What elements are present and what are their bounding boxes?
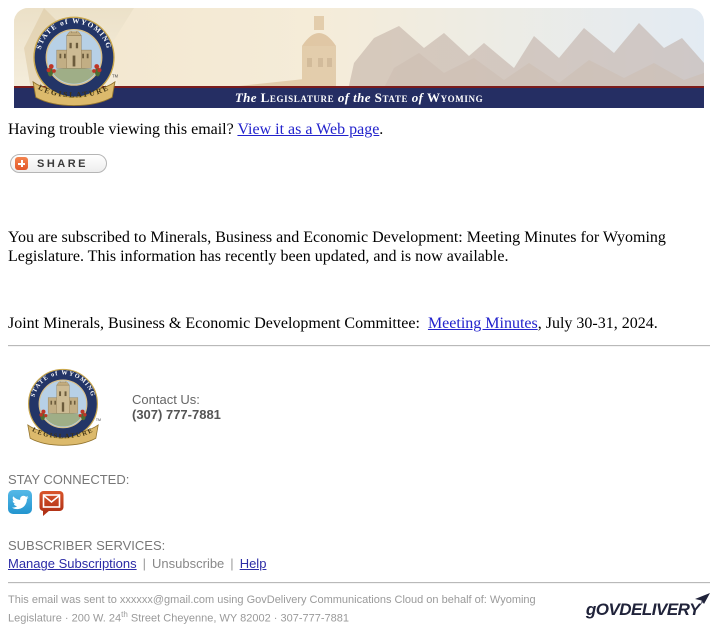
view-online-text: Having trouble viewing this email? [8, 121, 238, 138]
govdelivery-logo[interactable] [586, 600, 704, 620]
period: . [379, 121, 384, 138]
stay-connected-heading: STAY CONNECTED: [8, 472, 130, 488]
manage-subscriptions-link[interactable]: Manage Subscriptions [8, 556, 137, 572]
subscriber-links [8, 556, 710, 571]
contact-label: Contact Us: [132, 392, 200, 408]
committee-line [8, 315, 710, 333]
title-legislature: Legislature [260, 90, 335, 105]
title-state: State [374, 90, 409, 105]
title-the: The [234, 90, 261, 105]
header-banner [14, 8, 704, 108]
paper-plane-icon [695, 593, 710, 607]
govdelivery-rest: OVDELIVERY [595, 600, 700, 620]
govdelivery-g: g [585, 600, 596, 620]
footer-disclaimer [8, 592, 586, 627]
contact-info [132, 392, 221, 422]
view-as-web-page-link[interactable]: View it as a Web page [237, 121, 380, 138]
share-button-label: SHARE [37, 157, 89, 170]
addthis-plus-icon [15, 157, 28, 170]
wyoming-legislature-seal-logo-small [20, 363, 106, 451]
title-of-the: of the [334, 90, 375, 105]
contact-phone: (307) 777-7881 [132, 407, 221, 423]
help-link[interactable]: Help [239, 556, 267, 572]
committee-suffix: , July 30-31, 2024. [537, 315, 658, 333]
view-online-line [8, 121, 710, 139]
subscription-notice: You are subscribed to Minerals, Business and Economic Development: Meeting Minutes for Wyoming Legislature. This information has recently been updated, and is now available. [8, 229, 666, 266]
pipe-separator: | [142, 556, 147, 572]
title-wyoming: Wyoming [426, 90, 484, 105]
footer-ordinal: th [121, 609, 128, 619]
divider-bottom [8, 582, 710, 584]
meeting-minutes-link[interactable]: Meeting Minutes [427, 315, 538, 333]
social-icons [8, 490, 710, 517]
email-updates-icon[interactable] [38, 490, 65, 517]
share-button[interactable] [10, 154, 107, 173]
footer [8, 592, 710, 627]
title-of: of [408, 90, 427, 105]
wyoming-legislature-seal-logo [24, 10, 124, 112]
footer-sent-post: Street Cheyenne, WY 82002 · 307-777-7881 [127, 612, 349, 625]
header-title [235, 90, 483, 106]
pipe-separator: | [230, 556, 234, 572]
footer-sent-pre: This email was sent to xxxxxx@gmail.com using GovDelivery Communications Cloud on behalf of: Wyoming Legislature · 200 W. 24 [8, 594, 536, 625]
unsubscribe-text[interactable]: Unsubscribe [152, 556, 225, 572]
contact-section [20, 363, 710, 451]
subscriber-services-heading: SUBSCRIBER SERVICES: [8, 538, 166, 554]
govdelivery-wordmark [586, 600, 700, 619]
twitter-icon[interactable] [8, 490, 32, 514]
divider-top [8, 345, 710, 347]
committee-prefix: Joint Minerals, Business & Economic Development Committee: [8, 315, 428, 333]
